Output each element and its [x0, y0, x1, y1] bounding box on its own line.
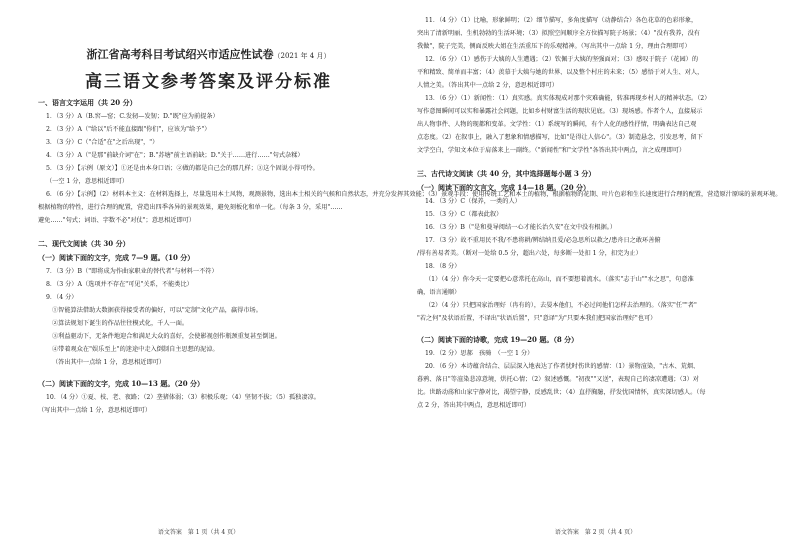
answer-line: ④带着观众在"娱乐至上"的迷途中走入倒制自主思想的泥淖。 — [52, 346, 219, 353]
answer-line: "若之何"及状语后置，不译出"状语后置"，只"意译"为"只要本我们把国家治理好"也可） — [417, 315, 657, 322]
answer-line: 6．（6 分）【示例】（2）材料本主义：在材料选择上，尽量选用本土风物，观测景物，选出本土相关的气候和自然状态，并充分发挥其效能；（3）景观手段：使用传统工艺和本土的植物，根据植物的花期、叶片色彩和生长速度进行合理的配置，营造原汁原味的景观环境。 — [46, 191, 782, 198]
answer-line: /得有善易者美。（断对一处给 0.5 分，超出六处，每多断一处扣 1 分，扣完为止） — [417, 250, 642, 257]
answer-line: 突出了清新明丽、生机勃勃的生活环境；（3）拟照空间顺序全方位描写院子场景；（4）"没有我养，没有 — [417, 30, 700, 37]
answer-line: 17．（3 分）故不重用民不我/不患将耕/辨结纳且爱/必急思所以救之/患舟日之敢环善俯 — [425, 237, 661, 244]
answer-line: 根据植物的特性，进行合理的配置，营造出四季各异的景观效果，避免刻板化和单一化。（每条 3 分，采用"…… — [38, 204, 343, 211]
answer-line: ③利益驱动下，无条件地迎合和满足大众的喜好，会使影视创作瓶颈重复甚至倒退。 — [52, 333, 281, 340]
answer-line: 平和精致、简单而丰富；（4）羡慕于大姨与她的世界、以及整个村庄的未来；（5）感悟于对人生、对人， — [417, 69, 704, 76]
answer-line: （写出其中一点给 1 分，意思相近即可） — [38, 407, 152, 414]
answer-line: 19．（2 分）思郝 孩骑 （一空 1 分） — [425, 350, 534, 357]
answer-line: 比。世路动荡和山家宁静对比，渴望宁静，反感乱世；（4）直抒胸臆，抒发忧国情怀，真实深切感人。（每 — [417, 389, 706, 396]
section-heading: 三、古代诗文阅读（共 40 分，其中选择题每小题 3 分） — [417, 169, 596, 178]
answer-line: 我做"，院子完美，侧面反映大姐在生活重压下的乐观精神。（写出其中一点给 1 分，理由合理即可） — [417, 43, 691, 50]
answer-line: 16．（3 分）B（"是和曼导阅结一心才能长治久安"在文中没有根据。） — [425, 224, 617, 231]
answer-line: 15．（3 分）C（都表此叙） — [425, 211, 503, 218]
exam-title: 浙江省高考科目考试绍兴市适应性试卷（2021 年 4 月） — [86, 48, 331, 61]
subsection-heading: （一）阅读下面的文言文，完成 14—18 题。（20 分） — [417, 183, 591, 192]
answer-line: 文学空白，学知文本位于肩落来上一副终。（"新闻性"和"文学性"各答出其中两点，言之成理即可） — [417, 147, 686, 154]
answer-line: 3．（3 分）C（"合适"在"之后出现"，"） — [46, 139, 159, 146]
answer-line: 点态度。（2）在叙事上，融入了想象和情感描写，比如"是得让人信心"。（3）制造悬念，引发思考，留下 — [417, 134, 703, 141]
answer-line: 11．（4 分）（1）比喻，形象鲜明；（2）细节描写，多角度描写（动静结合）各色花草的色彩形象， — [425, 17, 698, 24]
answer-line: 7．（3 分）B（"即将成为作曲家职业的替代者"与材料一不符） — [46, 268, 218, 275]
answer-line: 8．（3 分）A（选项并不存在"可见"关系，不能类比） — [46, 281, 193, 288]
answer-line: （答出其中一点给 1 分，意思相近即可） — [52, 359, 166, 366]
page-footer: 语文答案 第 1 页（共 4 页） — [157, 529, 240, 536]
answer-line: 9．（4 分） — [46, 294, 78, 301]
answer-line: 写作意图瞬间可以实和暴露社会问题，比如乡村财富生活的现状见底。（3）现场感。作者个人，直接展示 — [417, 108, 703, 115]
answer-line: 14．（3 分）C（保养，一类的人） — [425, 198, 521, 205]
answer-line: 12．（6 分）（1）感伤于大姨的人生遭遇；（2）钦佩于大姨的坚强面对；（3）感叹于院子（花园）的 — [425, 56, 699, 63]
answer-line: 暮鸦、落日"等渲染悲凉意境，烘托心情；（2）叙述感慨。"初夜""又送"，表现自己的凄凉遭遇；（3）对 — [417, 376, 699, 383]
section-heading: 二、现代文阅读（共 30 分） — [38, 239, 130, 248]
answer-line: （2）（4 分）只把国家治理好（冉有的），去晏本他们，不必过问他们怎样去治理的。（落实"任""者" — [425, 302, 697, 309]
answer-line: 避免……"句式；词语、字数不必"对仗"；意思相近即可） — [38, 217, 196, 224]
answer-line: 10．（4 分）①夏、枝、老、夜路；（2）垄猪体弱；（3）积极乐观；（4）坚韧不拔；（5）孤独凄凉。 — [46, 394, 320, 401]
page-footer: 语文答案 第 2 页（共 4 页） — [554, 529, 637, 536]
answer-line: 确，语言通顺） — [417, 289, 461, 296]
answer-line: ①智能算法借助大数据获得接受者的偏好，可以"定制"文化产品，赢得市场。 — [52, 307, 262, 314]
answer-line: （1）（4 分）你今天一定要把心意常托在高山，而不要想着流水。（落实"志于山""水之思"，句意准 — [425, 276, 694, 283]
answer-line: 1．（3 分）A（B.窖—窑；C.发轫—发韧；D."既"应为前提条） — [46, 113, 219, 120]
section-heading: 一、语言文字运用（共 20 分） — [38, 98, 137, 107]
answer-line: （一空 1 分，意思相近即可） — [46, 178, 129, 185]
subsection-heading: （二）阅读下面的诗歌，完成 19—20 题。（8 分） — [417, 335, 579, 344]
answer-line: 18．（8 分） — [425, 263, 461, 270]
exam-subtitle: 高三语文参考答案及评分标准 — [85, 72, 332, 92]
answer-line: 4．（3 分）A（"是那"前缺介词"在"；B."苏塘"前主语前缺；D."关于……进行……"句式杂糅） — [46, 152, 304, 159]
answer-line: 13．（6 分）（1）新闻性：（1）真实感。真实体现成对那个灾难确能，转准再现乡村人的精神状态。（2） — [425, 95, 711, 102]
answer-page-2 — [397, 0, 794, 550]
answer-line: 出人物事件、人物的现都和变革。文学性：（1）系统写的瞬间，有个人化的感性抒情，明确表达自己观 — [417, 121, 697, 128]
answer-line: 2．（3 分）A（"给以"后不能直接跟"你们"，应该为"给予"） — [46, 126, 211, 133]
answer-line: 5．（3 分）【示例（原文）】①还是由本身口语；②做的都是自己会的那几样；③这个固说小得可怜。 — [46, 165, 319, 172]
answer-line: 点 2 分，答出其中两点，意思相近即可） — [417, 402, 531, 409]
subsection-heading: （一）阅读下面的文字，完成 7—9 题。（10 分） — [38, 253, 195, 262]
answer-line: 人情之美。（答出其中一点给 2 分，意思相近即可） — [417, 82, 558, 89]
answer-line: ②算法规划下诞生的作品往往模式化，千人一面。 — [52, 320, 189, 327]
subsection-heading: （二）阅读下面的文字，完成 10—13 题。（20 分） — [38, 379, 205, 388]
answer-line: 20．（6 分）本诗蕴含结合、层层深入地表达了作者忧时伤世的感情：（1）景物渲染，"古木、荒烟、 — [425, 363, 700, 370]
